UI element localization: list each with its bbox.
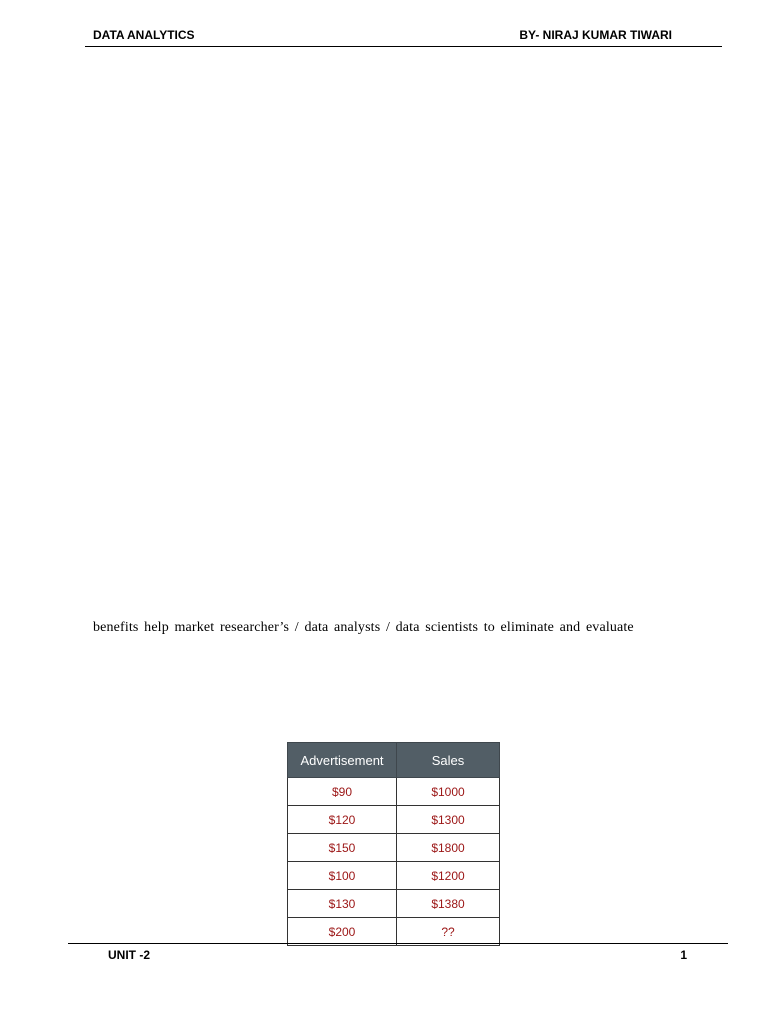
sales-cell: $1000 xyxy=(397,778,500,806)
sales-cell: ?? xyxy=(397,918,500,946)
page-footer xyxy=(68,943,728,964)
advertisement-cell: $90 xyxy=(288,778,397,806)
footer-unit: UNIT -2 xyxy=(108,948,150,962)
sales-cell: $1200 xyxy=(397,862,500,890)
advertisement-sales-table xyxy=(287,742,500,946)
table-row xyxy=(288,862,500,890)
table-row xyxy=(288,890,500,918)
column-header-advertisement: Advertisement xyxy=(288,743,397,778)
advertisement-cell: $150 xyxy=(288,834,397,862)
header-title: DATA ANALYTICS xyxy=(93,28,195,42)
advertisement-cell: $130 xyxy=(288,890,397,918)
table-header-row xyxy=(288,743,500,778)
page-number: 1 xyxy=(680,948,687,962)
advertisement-cell: $120 xyxy=(288,806,397,834)
page-header xyxy=(85,26,722,47)
body-text-line: benefits help market researcher’s / data analysts / data scientists to eliminate and evaluate xyxy=(93,620,634,635)
table-row xyxy=(288,918,500,946)
sales-cell: $1800 xyxy=(397,834,500,862)
table-row xyxy=(288,834,500,862)
sales-cell: $1300 xyxy=(397,806,500,834)
sales-cell: $1380 xyxy=(397,890,500,918)
advertisement-cell: $200 xyxy=(288,918,397,946)
header-author: BY- NIRAJ KUMAR TIWARI xyxy=(519,28,672,42)
column-header-sales: Sales xyxy=(397,743,500,778)
table-row xyxy=(288,806,500,834)
table-row xyxy=(288,778,500,806)
advertisement-cell: $100 xyxy=(288,862,397,890)
